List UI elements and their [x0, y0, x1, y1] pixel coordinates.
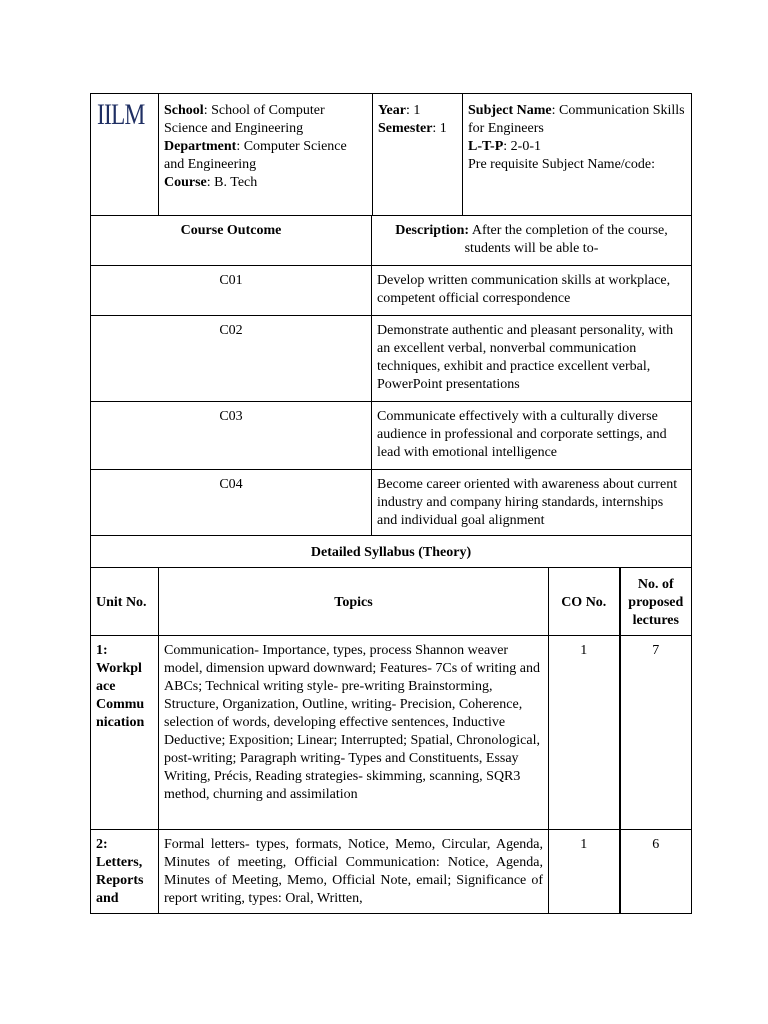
unit-cell: 1: Workpl ace Commu nication [91, 636, 159, 830]
subject-label: Subject Name [468, 103, 552, 118]
description-cell [372, 216, 692, 266]
syllabus-table [90, 535, 692, 914]
co-row [91, 266, 692, 316]
co-text: Demonstrate authentic and pleasant personality, with an excellent verbal, nonverbal communication techniques, exhibit and practice excellent verbal, PowerPoint presentations [372, 316, 692, 402]
year-value: : 1 [406, 103, 421, 118]
ltp-value: : 2-0-1 [503, 139, 541, 154]
co-row [91, 470, 692, 536]
semester-value: : 1 [432, 121, 447, 136]
school-value: : School of Computer Science and Engineering [164, 103, 325, 136]
co-code: C02 [91, 316, 372, 402]
syllabus-title: Detailed Syllabus (Theory) [91, 536, 692, 568]
year-label: Year [378, 103, 406, 118]
iilm-logo [95, 100, 154, 134]
co-code: C03 [91, 402, 372, 470]
description-value: After the completion of the course, students will be able to- [464, 223, 668, 256]
topics-cell: Communication- Importance, types, process Shannon weaver model, dimension upward downward; Features- 7Cs of writing and ABCs; Technical writing style- pre-writing Brainstorming, Structure, Organization, Outline, writing- Precision, Coherence, selection of words, developing effective sentences, Inductive Deductive; Exposition; Linear; Interrupted; Spatial, Chronological, post-writing; Paragraph writing- Types and Constituents, Essay Writing, Précis, Reading strategies- skimming, scanning, SQR3 method, churning and assimilation [159, 636, 549, 830]
description-label: Description: [395, 223, 470, 238]
co-text: Develop written communication skills at workplace, competent official correspondence [372, 266, 692, 316]
co-row [91, 316, 692, 402]
co-code: C04 [91, 470, 372, 536]
column-header-co: CO No. [549, 568, 620, 636]
course-outcome-heading: Course Outcome [91, 216, 372, 266]
course-label: Course [164, 175, 207, 190]
topics-cell: Formal letters- types, formats, Notice, Memo, Circular, Agenda, Minutes of meeting, Official Communication: Notice, Agenda, Minutes of Meeting, Memo, Official Note, email; Significance of report writing, types: Oral, Written, [159, 830, 549, 914]
year-semester-cell [373, 94, 463, 216]
column-header-unit: Unit No. [91, 568, 159, 636]
table-row [91, 636, 692, 830]
co-row [91, 402, 692, 470]
prerequisite-text: Pre requisite Subject Name/code: [468, 157, 655, 172]
logo-cell [91, 94, 159, 216]
semester-label: Semester [378, 121, 433, 136]
department-label: Department [164, 139, 237, 154]
co-text: Communicate effectively with a culturally diverse audience in professional and corporate settings, and lead with emotional intelligence [372, 402, 692, 470]
unit-cell: 2: Letters, Reports and [91, 830, 159, 914]
ltp-label: L-T-P [468, 139, 504, 154]
co-code: C01 [91, 266, 372, 316]
course-value: : B. Tech [206, 175, 258, 190]
co-text: Become career oriented with awareness about current industry and company hiring standards, internships and individual goal alignment [372, 470, 692, 536]
table-row [91, 830, 692, 914]
course-outcome-table [90, 215, 692, 536]
co-number-cell: 1 [549, 636, 620, 830]
logo-text: IILM [97, 98, 145, 131]
co-number-cell: 1 [549, 830, 620, 914]
subject-cell [463, 94, 692, 216]
lectures-cell: 6 [620, 830, 692, 914]
subject-value: : Communication Skills for Engineers [468, 103, 685, 136]
school-label: School [164, 103, 204, 118]
lectures-cell: 7 [620, 636, 692, 830]
column-header-topics: Topics [159, 568, 549, 636]
header-table [90, 93, 692, 216]
department-value: : Computer Science and Engineering [164, 139, 347, 172]
column-header-lectures: No. of proposed lectures [620, 568, 692, 636]
school-cell [159, 94, 373, 216]
